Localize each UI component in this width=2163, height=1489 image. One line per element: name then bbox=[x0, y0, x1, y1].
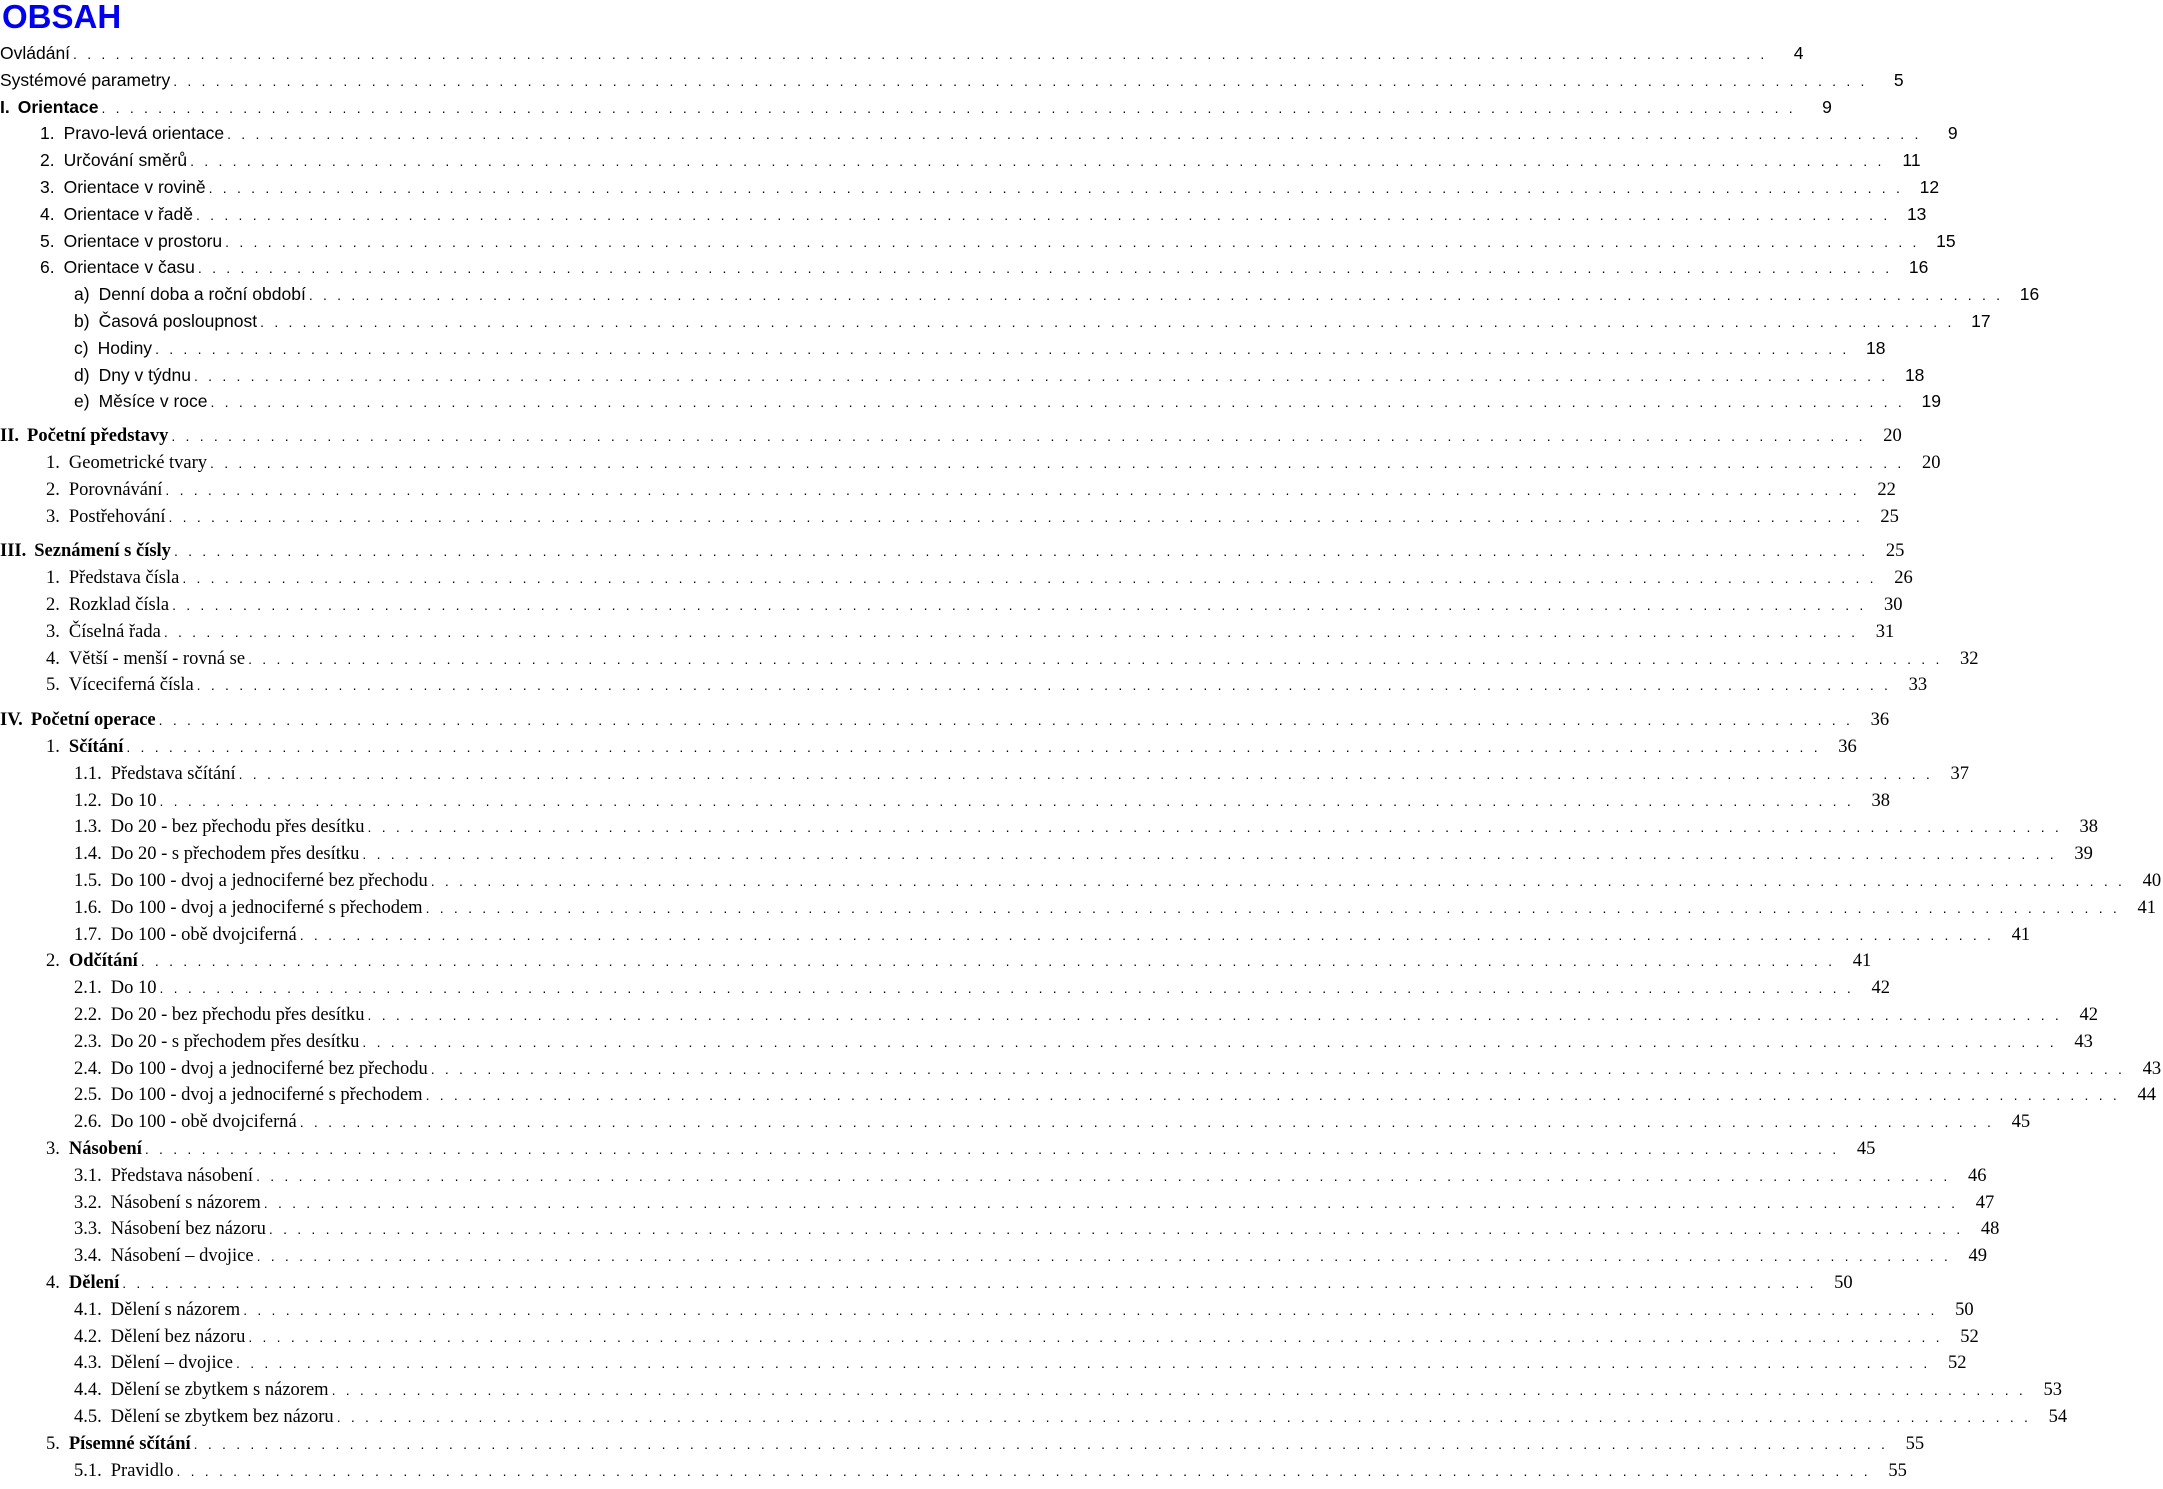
dot-leader: . . . . . . . . . . . . . . . . . . . . . . . . . . . . . . . . . . . . . . . . . . . . . . . . . . . . . . . . . . . . . . . . . . . . . . . . . . . . . . . . . . . . . . . . . . . . . . . . . . . . . . . . . . . . . . . . . . . . . . . . bbox=[101, 99, 1796, 116]
page-title: OBSAH bbox=[2, 0, 122, 35]
toc-entry-page-number: 41 bbox=[2011, 924, 2031, 945]
toc-entry-number: 3.3. bbox=[74, 1219, 102, 1240]
toc-entry[interactable] bbox=[0, 282, 2040, 306]
dot-leader: . . . . . . . . . . . . . . . . . . . . . . . . . . . . . . . . . . . . . . . . . . . . . . . . . . . . . . . . . . . . . . . . . . . . . . . . . . . . . . . . . . . . . . . . . . . . . . . . . . . . . . . . . . . . . . . . . . . . . . . . bbox=[263, 1194, 1959, 1211]
toc-entry-label: Orientace v řadě bbox=[63, 203, 193, 224]
dot-leader: . . . . . . . . . . . . . . . . . . . . . . . . . . . . . . . . . . . . . . . . . . . . . . . . . . . . . . . . . . . . . . . . . . . . . . . . . . . . . . . . . . . . . . . . . . . . . . . . . . . . . . . . . . . . . . . . . . . . . . . . bbox=[227, 126, 1922, 143]
dot-leader: . . . . . . . . . . . . . . . . . . . . . . . . . . . . . . . . . . . . . . . . . . . . . . . . . . . . . . . . . . . . . . . . . . . . . . . . . . . . . . . . . . . . . . . . . . . . . . . . . . . . . . . . . . . . . . . . . . . . . . . . bbox=[173, 543, 1869, 560]
toc-entry-label: Určování směrů bbox=[63, 150, 188, 171]
toc-entry-number: III. bbox=[0, 541, 27, 562]
toc-entry[interactable] bbox=[0, 1432, 1925, 1456]
toc-entry-number: 1.2. bbox=[74, 790, 102, 811]
toc-entry-page-number: 45 bbox=[1856, 1139, 1876, 1159]
toc-entry-label: Víceciferná čísla bbox=[68, 675, 194, 696]
toc-entry-label: Sčítání bbox=[68, 737, 124, 757]
toc-entry-number: 4. bbox=[46, 1273, 60, 1293]
toc-entry-page-number: 36 bbox=[1838, 737, 1857, 757]
dot-leader: . . . . . . . . . . . . . . . . . . . . . . . . . . . . . . . . . . . . . . . . . . . . . . . . . . . . . . . . . . . . . . . . . . . . . . . . . . . . . . . . . . . . . . . . . . . . . . . . . . . . . . . . . . . . . . . . . . . . . . . . bbox=[331, 1382, 2026, 1399]
toc-entry[interactable] bbox=[0, 336, 1886, 360]
toc-entry-number: 2.1. bbox=[74, 978, 102, 999]
toc-entry-page-number: 43 bbox=[2142, 1058, 2162, 1079]
dot-leader: . . . . . . . . . . . . . . . . . . . . . . . . . . . . . . . . . . . . . . . . . . . . . . . . . . . . . . . . . . . . . . . . . . . . . . . . . . . . . . . . . . . . . . . . . . . . . . . . . . . . . . . . . . . . . . . . . . . . . . . . bbox=[197, 260, 1893, 277]
toc-entry[interactable] bbox=[0, 1030, 2093, 1054]
toc-entry[interactable] bbox=[0, 202, 1927, 226]
toc-entry-label: Do 20 - bez přechodu přes desítku bbox=[110, 1005, 365, 1025]
toc-entry-label: Hodiny bbox=[97, 337, 153, 358]
toc-entry[interactable] bbox=[0, 424, 1902, 448]
toc-entry-page-number: 17 bbox=[1971, 311, 1991, 331]
dot-leader: . . . . . . . . . . . . . . . . . . . . . . . . . . . . . . . . . . . . . . . . . . . . . . . . . . . . . . . . . . . . . . . . . . . . . . . . . . . . . . . . . . . . . . . . . . . . . . . . . . . . . . . . . . . . . . . . . . . . . . . . bbox=[367, 819, 2062, 836]
toc-entry-label: Do 20 - s přechodem přes desítku bbox=[110, 1031, 360, 1052]
toc-entry-page-number: 20 bbox=[1921, 453, 1941, 473]
toc-entry-number: 4.1. bbox=[74, 1299, 102, 1320]
toc-entry-number: 1.5. bbox=[74, 871, 102, 891]
toc-entry-label: Do 10 bbox=[110, 790, 157, 811]
toc-entry-page-number: 18 bbox=[1904, 364, 1925, 385]
toc-entry-label: Početní operace bbox=[30, 710, 156, 731]
dot-leader: . . . . . . . . . . . . . . . . . . . . . . . . . . . . . . . . . . . . . . . . . . . . . . . . . . . . . . . . . . . . . . . . . . . . . . . . . . . . . . . . . . . . . . . . . . . . . . . . . . . . . . . . . . . . . . . . . . . . . . . . bbox=[165, 481, 1860, 498]
toc-entry-number: 4.4. bbox=[74, 1380, 102, 1401]
dot-leader: . . . . . . . . . . . . . . . . . . . . . . . . . . . . . . . . . . . . . . . . . . . . . . . . . . . . . . . . . . . . . . . . . . . . . . . . . . . . . . . . . . . . . . . . . . . . . . . . . . . . . . . . . . . . . . . . . . . . . . . . bbox=[208, 180, 1904, 196]
toc-entry[interactable] bbox=[0, 1191, 1995, 1215]
toc-entry[interactable] bbox=[0, 1325, 1979, 1349]
toc-entry[interactable] bbox=[0, 762, 1970, 786]
dot-leader: . . . . . . . . . . . . . . . . . . . . . . . . . . . . . . . . . . . . . . . . . . . . . . . . . . . . . . . . . . . . . . . . . . . . . . . . . . . . . . . . . . . . . . . . . . . . . . . . . . . . . . . . . . . . . . . . . . . . . . . . bbox=[243, 1301, 1938, 1318]
toc-entry-label: Orientace v času bbox=[63, 257, 195, 278]
toc-entry-label: Představa čísla bbox=[68, 568, 180, 589]
dot-leader: . . . . . . . . . . . . . . . . . . . . . . . . . . . . . . . . . . . . . . . . . . . . . . . . . . . . . . . . . . . . . . . . . . . . . . . . . . . . . . . . . . . . . . . . . . . . . . . . . . . . . . . . . . . . . . . . . . . . . . . . bbox=[168, 508, 1863, 525]
dot-leader: . . . . . . . . . . . . . . . . . . . . . . . . . . . . . . . . . . . . . . . . . . . . . . . . . . . . . . . . . . . . . . . . . . . . . . . . . . . . . . . . . . . . . . . . . . . . . . . . . . . . . . . . . . . . . . . . . . . . . . . . bbox=[173, 72, 1868, 89]
toc-entry[interactable] bbox=[0, 842, 2093, 866]
toc-entry-number: 1. bbox=[40, 123, 55, 144]
toc-entry-label: Dělení se zbytkem bez názoru bbox=[110, 1407, 334, 1427]
toc-entry-page-number: 38 bbox=[2079, 817, 2098, 838]
toc-entry-page-number: 19 bbox=[1921, 391, 1941, 412]
toc-entry-label: Dělení se zbytkem s názorem bbox=[110, 1380, 329, 1401]
toc-entry-label: Časová posloupnost bbox=[98, 311, 258, 331]
toc-entry-label: Dělení bbox=[68, 1273, 120, 1293]
toc-entry-number: a) bbox=[74, 284, 90, 305]
toc-entry[interactable] bbox=[0, 478, 1896, 502]
dot-leader: . . . . . . . . . . . . . . . . . . . . . . . . . . . . . . . . . . . . . . . . . . . . . . . . . . . . . . . . . . . . . . . . . . . . . . . . . . . . . . . . . . . . . . . . . . . . . . . . . . . . . . . . . . . . . . . . . . . . . . . . bbox=[190, 153, 1885, 170]
toc-entry-page-number: 32 bbox=[1960, 648, 1979, 669]
toc-entry-label: Do 100 - obě dvojciferná bbox=[110, 924, 297, 945]
toc-entry-page-number: 42 bbox=[1871, 978, 1890, 999]
dot-leader: . . . . . . . . . . . . . . . . . . . . . . . . . . . . . . . . . . . . . . . . . . . . . . . . . . . . . . . . . . . . . . . . . . . . . . . . . . . . . . . . . . . . . . . . . . . . . . . . . . . . . . . . . . . . . . . . . . . . . . . . bbox=[172, 597, 1867, 613]
toc-entry-label: Písemné sčítání bbox=[68, 1433, 191, 1454]
dot-leader: . . . . . . . . . . . . . . . . . . . . . . . . . . . . . . . . . . . . . . . . . . . . . . . . . . . . . . . . . . . . . . . . . . . . . . . . . . . . . . . . . . . . . . . . . . . . . . . . . . . . . . . . . . . . . . . . . . . . . . . . bbox=[163, 623, 1859, 640]
toc-entry-number: 3. bbox=[46, 1139, 60, 1159]
toc-entry-page-number: 47 bbox=[1975, 1192, 1995, 1213]
toc-entry-page-number: 50 bbox=[1955, 1299, 1974, 1320]
toc-entry[interactable] bbox=[0, 68, 1904, 92]
dot-leader: . . . . . . . . . . . . . . . . . . . . . . . . . . . . . . . . . . . . . . . . . . . . . . . . . . . . . . . . . . . . . . . . . . . . . . . . . . . . . . . . . . . . . . . . . . . . . . . . . . . . . . . . . . . . . . . . . . . . . . . . bbox=[159, 792, 1854, 809]
dot-leader: . . . . . . . . . . . . . . . . . . . . . . . . . . . . . . . . . . . . . . . . . . . . . . . . . . . . . . . . . . . . . . . . . . . . . . . . . . . . . . . . . . . . . . . . . . . . . . . . . . . . . . . . . . . . . . . . . . . . . . . . bbox=[210, 394, 1905, 411]
toc-entry-page-number: 52 bbox=[1947, 1353, 1967, 1374]
toc-entry-number: 1.7. bbox=[74, 924, 102, 945]
toc-entry-label: Větší - menší - rovná se bbox=[68, 648, 246, 669]
toc-entry-number: I. bbox=[0, 96, 10, 117]
dot-leader: . . . . . . . . . . . . . . . . . . . . . . . . . . . . . . . . . . . . . . . . . . . . . . . . . . . . . . . . . . . . . . . . . . . . . . . . . . . . . . . . . . . . . . . . . . . . . . . . . . . . . . . . . . . . . . . . . . . . . . . . bbox=[196, 677, 1892, 694]
toc-entry[interactable] bbox=[0, 1083, 2157, 1107]
toc-entry-label: Geometrické tvary bbox=[68, 453, 208, 473]
toc-entry-page-number: 55 bbox=[1905, 1433, 1925, 1454]
toc-entry-label: Seznámení s čísly bbox=[34, 541, 171, 562]
toc-entry-page-number: 15 bbox=[1936, 230, 1956, 251]
toc-entry-label: Násobení s názorem bbox=[110, 1192, 261, 1213]
toc-entry-number: 4. bbox=[40, 203, 55, 224]
dot-leader: . . . . . . . . . . . . . . . . . . . . . . . . . . . . . . . . . . . . . . . . . . . . . . . . . . . . . . . . . . . . . . . . . . . . . . . . . . . . . . . . . . . . . . . . . . . . . . . . . . . . . . . . . . . . . . . . . . . . . . . . bbox=[176, 1462, 1871, 1479]
toc-entry-page-number: 44 bbox=[2137, 1085, 2157, 1106]
toc-entry[interactable] bbox=[0, 1298, 1974, 1322]
toc-entry[interactable] bbox=[0, 95, 1832, 119]
dot-leader: . . . . . . . . . . . . . . . . . . . . . . . . . . . . . . . . . . . . . . . . . . . . . . . . . . . . . . . . . . . . . . . . . . . . . . . . . . . . . . . . . . . . . . . . . . . . . . . . . . . . . . . . . . . . . . . . . . . . . . . . bbox=[256, 1167, 1951, 1184]
dot-leader: . . . . . . . . . . . . . . . . . . . . . . . . . . . . . . . . . . . . . . . . . . . . . . . . . . . . . . . . . . . . . . . . . . . . . . . . . . . . . . . . . . . . . . . . . . . . . . . . . . . . . . . . . . . . . . . . . . . . . . . . bbox=[73, 46, 1768, 62]
toc-entry[interactable] bbox=[0, 363, 1925, 387]
toc-entry-number: 3. bbox=[46, 621, 60, 642]
toc-entry-number: 1. bbox=[46, 453, 60, 473]
dot-leader: . . . . . . . . . . . . . . . . . . . . . . . . . . . . . . . . . . . . . . . . . . . . . . . . . . . . . . . . . . . . . . . . . . . . . . . . . . . . . . . . . . . . . . . . . . . . . . . . . . . . . . . . . . . . . . . . . . . . . . . . bbox=[430, 1060, 2126, 1077]
dot-leader: . . . . . . . . . . . . . . . . . . . . . . . . . . . . . . . . . . . . . . . . . . . . . . . . . . . . . . . . . . . . . . . . . . . . . . . . . . . . . . . . . . . . . . . . . . . . . . . . . . . . . . . . . . . . . . . . . . . . . . . . bbox=[126, 739, 1821, 755]
toc-entry-page-number: 33 bbox=[1908, 675, 1928, 696]
dot-leader: . . . . . . . . . . . . . . . . . . . . . . . . . . . . . . . . . . . . . . . . . . . . . . . . . . . . . . . . . . . . . . . . . . . . . . . . . . . . . . . . . . . . . . . . . . . . . . . . . . . . . . . . . . . . . . . . . . . . . . . . bbox=[225, 233, 1920, 250]
toc-entry[interactable] bbox=[0, 1351, 1967, 1375]
toc-entry-label: Denní doba a roční období bbox=[98, 284, 306, 305]
toc-entry[interactable] bbox=[0, 789, 1890, 813]
toc-entry-label: Do 100 - dvoj a jednociferné bez přechodu bbox=[110, 1058, 428, 1079]
toc-entry-number: d) bbox=[74, 364, 90, 385]
dot-leader: . . . . . . . . . . . . . . . . . . . . . . . . . . . . . . . . . . . . . . . . . . . . . . . . . . . . . . . . . . . . . . . . . . . . . . . . . . . . . . . . . . . . . . . . . . . . . . . . . . . . . . . . . . . . . . . . . . . . . . . . bbox=[248, 1328, 1943, 1345]
toc-entry-number: 2.2. bbox=[74, 1005, 102, 1025]
toc-entry-page-number: 5 bbox=[1893, 69, 1904, 90]
toc-entry-page-number: 48 bbox=[1980, 1219, 2000, 1240]
toc-entry-number: 3. bbox=[46, 506, 60, 527]
toc-entry-label: Do 100 - dvoj a jednociferné s přechodem bbox=[110, 1085, 423, 1106]
dot-leader: . . . . . . . . . . . . . . . . . . . . . . . . . . . . . . . . . . . . . . . . . . . . . . . . . . . . . . . . . . . . . . . . . . . . . . . . . . . . . . . . . . . . . . . . . . . . . . . . . . . . . . . . . . . . . . . . . . . . . . . . bbox=[140, 953, 1836, 970]
toc-entry-page-number: 30 bbox=[1884, 595, 1903, 615]
toc-entry-number: 3. bbox=[40, 177, 55, 197]
toc-entry-page-number: 13 bbox=[1906, 203, 1927, 224]
toc-entry-label: Pravo-levá orientace bbox=[63, 123, 225, 144]
toc-entry-label: Odčítání bbox=[68, 951, 138, 972]
toc-entry-number: 2.6. bbox=[74, 1112, 102, 1133]
toc-entry-number: II. bbox=[0, 426, 20, 447]
dot-leader: . . . . . . . . . . . . . . . . . . . . . . . . . . . . . . . . . . . . . . . . . . . . . . . . . . . . . . . . . . . . . . . . . . . . . . . . . . . . . . . . . . . . . . . . . . . . . . . . . . . . . . . . . . . . . . . . . . . . . . . . bbox=[171, 428, 1866, 445]
toc-entry-page-number: 11 bbox=[1902, 150, 1921, 171]
toc-entry-label: Početní představy bbox=[27, 426, 169, 447]
toc-entry-page-number: 20 bbox=[1883, 426, 1902, 447]
toc-entry-page-number: 52 bbox=[1960, 1326, 1979, 1347]
dot-leader: . . . . . . . . . . . . . . . . . . . . . . . . . . . . . . . . . . . . . . . . . . . . . . . . . . . . . . . . . . . . . . . . . . . . . . . . . . . . . . . . . . . . . . . . . . . . . . . . . . . . . . . . . . . . . . . . . . . . . . . . bbox=[367, 1007, 2062, 1023]
toc-entry-number: 4.5. bbox=[74, 1407, 102, 1427]
toc-entry-number: 4.2. bbox=[74, 1326, 102, 1347]
toc-entry-label: Do 100 - dvoj a jednociferné bez přechodu bbox=[110, 871, 428, 891]
toc-entry[interactable] bbox=[0, 869, 2162, 893]
dot-leader: . . . . . . . . . . . . . . . . . . . . . . . . . . . . . . . . . . . . . . . . . . . . . . . . . . . . . . . . . . . . . . . . . . . . . . . . . . . . . . . . . . . . . . . . . . . . . . . . . . . . . . . . . . . . . . . . . . . . . . . . bbox=[362, 846, 2057, 863]
toc-entry-label: Ovládání bbox=[0, 43, 71, 63]
toc-entry-number: 3.2. bbox=[74, 1192, 102, 1213]
toc-entry-number: 1. bbox=[46, 737, 60, 757]
toc-entry-label: Postřehování bbox=[68, 506, 166, 527]
toc-entry-page-number: 25 bbox=[1880, 506, 1899, 527]
toc-entry-label: Číselná řada bbox=[68, 621, 161, 642]
toc-entry[interactable] bbox=[0, 815, 2098, 839]
toc-entry-label: Do 10 bbox=[110, 978, 157, 999]
toc-entry-page-number: 36 bbox=[1870, 710, 1890, 731]
toc-entry-number: c) bbox=[74, 337, 89, 358]
toc-entry[interactable] bbox=[0, 735, 1857, 759]
dot-leader: . . . . . . . . . . . . . . . . . . . . . . . . . . . . . . . . . . . . . . . . . . . . . . . . . . . . . . . . . . . . . . . . . . . . . . . . . . . . . . . . . . . . . . . . . . . . . . . . . . . . . . . . . . . . . . . . . . . . . . . . bbox=[122, 1275, 1817, 1291]
dot-leader: . . . . . . . . . . . . . . . . . . . . . . . . . . . . . . . . . . . . . . . . . . . . . . . . . . . . . . . . . . . . . . . . . . . . . . . . . . . . . . . . . . . . . . . . . . . . . . . . . . . . . . . . . . . . . . . . . . . . . . . . bbox=[430, 873, 2126, 889]
toc-entry[interactable] bbox=[0, 1003, 2098, 1027]
dot-leader: . . . . . . . . . . . . . . . . . . . . . . . . . . . . . . . . . . . . . . . . . . . . . . . . . . . . . . . . . . . . . . . . . . . . . . . . . . . . . . . . . . . . . . . . . . . . . . . . . . . . . . . . . . . . . . . . . . . . . . . . bbox=[336, 1409, 2032, 1425]
toc-entry-label: Do 20 - s přechodem přes desítku bbox=[110, 844, 360, 865]
toc-entry-page-number: 55 bbox=[1888, 1460, 1907, 1481]
toc-entry[interactable] bbox=[0, 309, 1991, 333]
dot-leader: . . . . . . . . . . . . . . . . . . . . . . . . . . . . . . . . . . . . . . . . . . . . . . . . . . . . . . . . . . . . . . . . . . . . . . . . . . . . . . . . . . . . . . . . . . . . . . . . . . . . . . . . . . . . . . . . . . . . . . . . bbox=[210, 455, 1905, 471]
toc-entry-number: 1.1. bbox=[74, 763, 102, 784]
toc-entry-page-number: 9 bbox=[1822, 96, 1832, 117]
toc-entry[interactable] bbox=[0, 121, 1958, 145]
toc-entry-number: 2. bbox=[46, 595, 60, 615]
toc-entry-label: Do 100 - dvoj a jednociferné s přechodem bbox=[110, 897, 423, 918]
toc-entry-number: 5. bbox=[46, 1433, 60, 1454]
toc-entry[interactable] bbox=[0, 708, 1890, 732]
toc-entry-page-number: 42 bbox=[2079, 1005, 2098, 1025]
toc-entry[interactable] bbox=[0, 505, 1899, 529]
dot-leader: . . . . . . . . . . . . . . . . . . . . . . . . . . . . . . . . . . . . . . . . . . . . . . . . . . . . . . . . . . . . . . . . . . . . . . . . . . . . . . . . . . . . . . . . . . . . . . . . . . . . . . . . . . . . . . . . . . . . . . . . bbox=[260, 314, 1955, 330]
toc-entry-number: 3.1. bbox=[74, 1165, 102, 1186]
toc-entry[interactable] bbox=[0, 148, 1921, 172]
toc-entry-number: e) bbox=[74, 391, 90, 412]
toc-entry-label: Dělení bez názoru bbox=[110, 1326, 246, 1347]
toc-entry-label: Dělení – dvojice bbox=[110, 1353, 234, 1374]
toc-entry[interactable] bbox=[0, 1164, 1987, 1188]
toc-entry[interactable] bbox=[0, 1110, 2031, 1134]
toc-entry-label: Orientace v prostoru bbox=[63, 230, 223, 251]
toc-entry-number: IV. bbox=[0, 710, 23, 731]
dot-leader: . . . . . . . . . . . . . . . . . . . . . . . . . . . . . . . . . . . . . . . . . . . . . . . . . . . . . . . . . . . . . . . . . . . . . . . . . . . . . . . . . . . . . . . . . . . . . . . . . . . . . . . . . . . . . . . . . . . . . . . . bbox=[159, 980, 1854, 997]
toc-entry-label: Měsíce v roce bbox=[98, 391, 208, 412]
toc-entry-label: Porovnávání bbox=[68, 479, 163, 500]
toc-entry[interactable] bbox=[0, 255, 1929, 279]
toc-entry-label: Do 20 - bez přechodu přes desítku bbox=[110, 817, 365, 838]
toc-entry-page-number: 46 bbox=[1968, 1165, 1987, 1186]
dot-leader: . . . . . . . . . . . . . . . . . . . . . . . . . . . . . . . . . . . . . . . . . . . . . . . . . . . . . . . . . . . . . . . . . . . . . . . . . . . . . . . . . . . . . . . . . . . . . . . . . . . . . . . . . . . . . . . . . . . . . . . . bbox=[268, 1221, 1964, 1238]
toc-entry-page-number: 12 bbox=[1919, 177, 1940, 197]
toc-entry-page-number: 38 bbox=[1871, 790, 1890, 811]
toc-entry[interactable] bbox=[0, 1405, 2068, 1429]
toc-entry-label: Dny v týdnu bbox=[98, 364, 191, 385]
toc-entry[interactable] bbox=[0, 949, 1872, 973]
toc-entry-page-number: 54 bbox=[2048, 1407, 2068, 1427]
toc-entry-number: 2. bbox=[46, 951, 60, 972]
toc-entry-number: 2.4. bbox=[74, 1058, 102, 1079]
toc-entry-label: Násobení bbox=[68, 1139, 142, 1159]
dot-leader: . . . . . . . . . . . . . . . . . . . . . . . . . . . . . . . . . . . . . . . . . . . . . . . . . . . . . . . . . . . . . . . . . . . . . . . . . . . . . . . . . . . . . . . . . . . . . . . . . . . . . . . . . . . . . . . . . . . . . . . . bbox=[158, 712, 1854, 729]
toc-entry-page-number: 39 bbox=[2074, 844, 2093, 865]
toc-entry[interactable] bbox=[0, 229, 1956, 253]
dot-leader: . . . . . . . . . . . . . . . . . . . . . . . . . . . . . . . . . . . . . . . . . . . . . . . . . . . . . . . . . . . . . . . . . . . . . . . . . . . . . . . . . . . . . . . . . . . . . . . . . . . . . . . . . . . . . . . . . . . . . . . . bbox=[193, 367, 1889, 384]
toc-entry[interactable] bbox=[0, 1271, 1853, 1295]
toc-entry[interactable] bbox=[0, 1137, 1876, 1161]
dot-leader: . . . . . . . . . . . . . . . . . . . . . . . . . . . . . . . . . . . . . . . . . . . . . . . . . . . . . . . . . . . . . . . . . . . . . . . . . . . . . . . . . . . . . . . . . . . . . . . . . . . . . . . . . . . . . . . . . . . . . . . . bbox=[248, 650, 1943, 667]
toc-entry-label: Představa sčítání bbox=[110, 763, 236, 784]
toc-entry-page-number: 31 bbox=[1875, 621, 1895, 642]
toc-entry-number: 2. bbox=[46, 479, 60, 500]
toc-entry-label: Násobení – dvojice bbox=[110, 1246, 254, 1267]
toc-entry-label: Orientace v rovině bbox=[63, 177, 206, 197]
toc-entry[interactable] bbox=[0, 896, 2157, 920]
toc-entry-page-number: 50 bbox=[1834, 1273, 1853, 1293]
toc-entry-number: 2.5. bbox=[74, 1085, 102, 1106]
toc-entry-label: Dělení s názorem bbox=[110, 1299, 241, 1320]
toc-entry-number: 6. bbox=[40, 257, 55, 278]
toc-entry[interactable] bbox=[0, 1244, 1988, 1268]
toc-entry[interactable] bbox=[0, 175, 1940, 199]
toc-entry-number: 1.6. bbox=[74, 897, 102, 918]
toc-entry-label: Pravidlo bbox=[110, 1460, 174, 1481]
toc-entry-number: 1.4. bbox=[74, 844, 102, 865]
toc-entry[interactable] bbox=[0, 41, 1804, 65]
toc-entry[interactable] bbox=[0, 1057, 2162, 1081]
toc-entry-label: Do 100 - obě dvojciferná bbox=[110, 1112, 297, 1133]
toc-entry-page-number: 22 bbox=[1877, 479, 1896, 500]
dot-leader: . . . . . . . . . . . . . . . . . . . . . . . . . . . . . . . . . . . . . . . . . . . . . . . . . . . . . . . . . . . . . . . . . . . . . . . . . . . . . . . . . . . . . . . . . . . . . . . . . . . . . . . . . . . . . . . . . . . . . . . . bbox=[299, 1114, 1995, 1131]
toc-entry-page-number: 41 bbox=[1852, 951, 1872, 972]
dot-leader: . . . . . . . . . . . . . . . . . . . . . . . . . . . . . . . . . . . . . . . . . . . . . . . . . . . . . . . . . . . . . . . . . . . . . . . . . . . . . . . . . . . . . . . . . . . . . . . . . . . . . . . . . . . . . . . . . . . . . . . . bbox=[155, 340, 1850, 357]
toc-entry-page-number: 26 bbox=[1894, 568, 1913, 589]
dot-leader: . . . . . . . . . . . . . . . . . . . . . . . . . . . . . . . . . . . . . . . . . . . . . . . . . . . . . . . . . . . . . . . . . . . . . . . . . . . . . . . . . . . . . . . . . . . . . . . . . . . . . . . . . . . . . . . . . . . . . . . . bbox=[236, 1355, 1931, 1372]
toc-entry[interactable] bbox=[0, 451, 1941, 475]
toc-entry[interactable] bbox=[0, 1378, 2062, 1402]
toc-entry[interactable] bbox=[0, 389, 1941, 413]
toc-entry-page-number: 40 bbox=[2142, 871, 2162, 891]
toc-entry-page-number: 45 bbox=[2011, 1112, 2031, 1133]
toc-entry-page-number: 25 bbox=[1885, 541, 1905, 562]
dot-leader: . . . . . . . . . . . . . . . . . . . . . . . . . . . . . . . . . . . . . . . . . . . . . . . . . . . . . . . . . . . . . . . . . . . . . . . . . . . . . . . . . . . . . . . . . . . . . . . . . . . . . . . . . . . . . . . . . . . . . . . . bbox=[195, 206, 1891, 223]
toc-entry-page-number: 9 bbox=[1947, 123, 1958, 144]
toc-entry-number: 1. bbox=[46, 568, 60, 589]
toc-entry-page-number: 41 bbox=[2137, 897, 2157, 918]
toc-entry-number: 5. bbox=[40, 230, 55, 251]
toc-entry-number: 2.3. bbox=[74, 1031, 102, 1052]
toc-entry-label: Systémové parametry bbox=[0, 69, 171, 90]
toc-entry[interactable] bbox=[0, 620, 1895, 644]
toc-entry[interactable] bbox=[0, 673, 1928, 697]
dot-leader: . . . . . . . . . . . . . . . . . . . . . . . . . . . . . . . . . . . . . . . . . . . . . . . . . . . . . . . . . . . . . . . . . . . . . . . . . . . . . . . . . . . . . . . . . . . . . . . . . . . . . . . . . . . . . . . . . . . . . . . . bbox=[238, 765, 1934, 782]
toc-entry-label: Orientace bbox=[17, 96, 99, 117]
toc-entry[interactable] bbox=[0, 1217, 2000, 1241]
toc-entry-number: 2. bbox=[40, 150, 55, 171]
toc-entry[interactable] bbox=[0, 566, 1913, 590]
toc-entry-page-number: 53 bbox=[2043, 1380, 2062, 1401]
toc-entry-number: 3.4. bbox=[74, 1246, 102, 1267]
toc-entry-number: 4. bbox=[46, 648, 60, 669]
toc-entry-number: 5. bbox=[46, 675, 60, 696]
toc-entry[interactable] bbox=[0, 539, 1905, 563]
toc-entry[interactable] bbox=[0, 647, 1979, 671]
dot-leader: . . . . . . . . . . . . . . . . . . . . . . . . . . . . . . . . . . . . . . . . . . . . . . . . . . . . . . . . . . . . . . . . . . . . . . . . . . . . . . . . . . . . . . . . . . . . . . . . . . . . . . . . . . . . . . . . . . . . . . . . bbox=[299, 926, 1995, 943]
toc-entry-page-number: 18 bbox=[1866, 337, 1886, 358]
dot-leader: . . . . . . . . . . . . . . . . . . . . . . . . . . . . . . . . . . . . . . . . . . . . . . . . . . . . . . . . . . . . . . . . . . . . . . . . . . . . . . . . . . . . . . . . . . . . . . . . . . . . . . . . . . . . . . . . . . . . . . . . bbox=[425, 899, 2121, 916]
toc-entry-page-number: 4 bbox=[1793, 43, 1804, 63]
toc-entry-page-number: 37 bbox=[1950, 763, 1970, 784]
toc-entry[interactable] bbox=[0, 976, 1890, 1000]
toc-entry-number: 5.1. bbox=[74, 1460, 102, 1481]
dot-leader: . . . . . . . . . . . . . . . . . . . . . . . . . . . . . . . . . . . . . . . . . . . . . . . . . . . . . . . . . . . . . . . . . . . . . . . . . . . . . . . . . . . . . . . . . . . . . . . . . . . . . . . . . . . . . . . . . . . . . . . . bbox=[308, 287, 2004, 304]
toc-entry-page-number: 16 bbox=[2019, 284, 2040, 305]
dot-leader: . . . . . . . . . . . . . . . . . . . . . . . . . . . . . . . . . . . . . . . . . . . . . . . . . . . . . . . . . . . . . . . . . . . . . . . . . . . . . . . . . . . . . . . . . . . . . . . . . . . . . . . . . . . . . . . . . . . . . . . . bbox=[193, 1435, 1889, 1452]
dot-leader: . . . . . . . . . . . . . . . . . . . . . . . . . . . . . . . . . . . . . . . . . . . . . . . . . . . . . . . . . . . . . . . . . . . . . . . . . . . . . . . . . . . . . . . . . . . . . . . . . . . . . . . . . . . . . . . . . . . . . . . . bbox=[256, 1248, 1952, 1265]
toc-entry-label: Násobení bez názoru bbox=[110, 1219, 266, 1240]
toc-entry[interactable] bbox=[0, 923, 2031, 947]
toc-entry[interactable] bbox=[0, 593, 1903, 617]
toc-entry-number: b) bbox=[74, 311, 90, 331]
toc-entry-page-number: 16 bbox=[1908, 257, 1929, 278]
toc-entry-page-number: 43 bbox=[2074, 1031, 2093, 1052]
dot-leader: . . . . . . . . . . . . . . . . . . . . . . . . . . . . . . . . . . . . . . . . . . . . . . . . . . . . . . . . . . . . . . . . . . . . . . . . . . . . . . . . . . . . . . . . . . . . . . . . . . . . . . . . . . . . . . . . . . . . . . . . bbox=[362, 1033, 2057, 1050]
dot-leader: . . . . . . . . . . . . . . . . . . . . . . . . . . . . . . . . . . . . . . . . . . . . . . . . . . . . . . . . . . . . . . . . . . . . . . . . . . . . . . . . . . . . . . . . . . . . . . . . . . . . . . . . . . . . . . . . . . . . . . . . bbox=[425, 1087, 2121, 1104]
dot-leader: . . . . . . . . . . . . . . . . . . . . . . . . . . . . . . . . . . . . . . . . . . . . . . . . . . . . . . . . . . . . . . . . . . . . . . . . . . . . . . . . . . . . . . . . . . . . . . . . . . . . . . . . . . . . . . . . . . . . . . . . bbox=[182, 570, 1877, 587]
toc-entry-label: Představa násobení bbox=[110, 1165, 254, 1186]
toc-entry-label: Rozklad čísla bbox=[68, 595, 170, 615]
dot-leader: . . . . . . . . . . . . . . . . . . . . . . . . . . . . . . . . . . . . . . . . . . . . . . . . . . . . . . . . . . . . . . . . . . . . . . . . . . . . . . . . . . . . . . . . . . . . . . . . . . . . . . . . . . . . . . . . . . . . . . . . bbox=[144, 1141, 1840, 1157]
toc-entry[interactable] bbox=[0, 1459, 1907, 1483]
toc-entry-page-number: 49 bbox=[1968, 1246, 1988, 1267]
toc-entry-number: 1.3. bbox=[74, 817, 102, 838]
toc-entry-number: 4.3. bbox=[74, 1353, 102, 1374]
